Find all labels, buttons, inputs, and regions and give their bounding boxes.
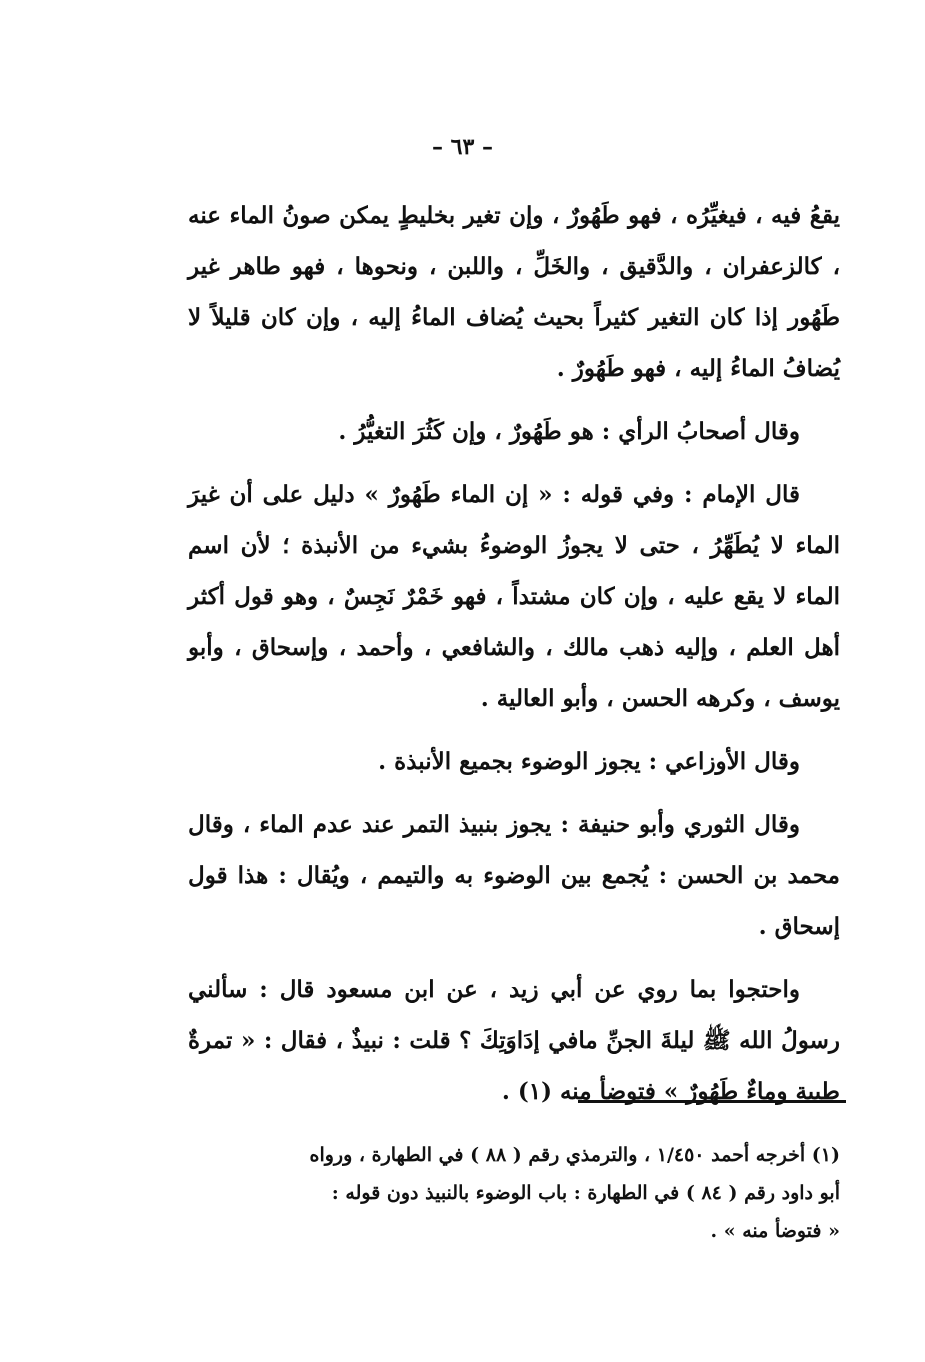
footnote-line: (١) أخرجه أحمد ١/٤٥٠ ، والترمذي رقم ( ٨٨ ) في الطهارة ، ورواه bbox=[309, 1144, 840, 1166]
paragraph-water-change: يقعُ فيه ، فيغيِّرُه ، فهو طَهُورٌ ، وإن تغير بخليطٍ يمكن صونُ الماء عنه ، كالزعفران ، والدَّقيق ، والخَلِّ ، واللبن ، ونحوها ، فهو طاهر غير طَهُور إذا كان التغير كثيراً بحيث يُضاف الماءُ إليه ، وإن كان قليلاً لا يُضافُ الماءُ إليه ، فهو طَهُورٌ . bbox=[188, 202, 840, 382]
paragraph-hadith-ibn-masud: واحتجوا بما روي عن أبي زيد ، عن ابن مسعود قال : سألني رسولُ الله ﷺ ليلةَ الجنِّ مافي إدَاوَتِكَ ؟ قلت : نبيذٌ ، فقال : « تمرةٌ طيبة وماءٌ طَهُورٌ » فتوضأ منه (١) . bbox=[188, 976, 840, 1105]
page-number: – ٦٣ – bbox=[432, 134, 493, 160]
footnote-divider bbox=[578, 1100, 846, 1103]
paragraph-awzai: وقال الأوزاعي : يجوز الوضوء بجميع الأنبذة . bbox=[378, 748, 800, 775]
paragraph-thawri-abu-hanifa: وقال الثوري وأبو حنيفة : يجوز بنبيذ التمر عند عدم الماء ، وقال محمد بن الحسن : يُجمع بين الوضوء به والتيمم ، ويُقال : هذا قول إسحاق . bbox=[188, 811, 840, 940]
footnote-line: أبو داود رقم ( ٨٤ ) في الطهارة : باب الوضوء بالنبيذ دون قوله : bbox=[331, 1182, 840, 1204]
paragraph-imam-opinion: قال الإمام : وفي قوله : « إن الماء طَهُورٌ » دليل على أن غيرَ الماء لا يُطَهِّرُ ، حتى لا يجوزُ الوضوءُ بشيء من الأنبذة ؛ لأن اسم الماء لا يقع عليه ، وإن كان مشتداً ، فهو خَمْرٌ نَجِسٌ ، وهو قول أكثر أهل العلم ، وإليه ذهب مالك ، والشافعي ، وأحمد ، وإسحاق ، وأبو يوسف ، وكرهه الحسن ، وأبو العالية . bbox=[188, 481, 840, 712]
paragraph-ashab-al-ray: وقال أصحابُ الرأي : هو طَهُورٌ ، وإن كَثُرَ التغيُّرُ . bbox=[338, 418, 800, 445]
footnote-line: « فتوضأ منه » . bbox=[710, 1220, 840, 1242]
footnote bbox=[188, 1136, 840, 1250]
main-text bbox=[188, 190, 840, 1129]
